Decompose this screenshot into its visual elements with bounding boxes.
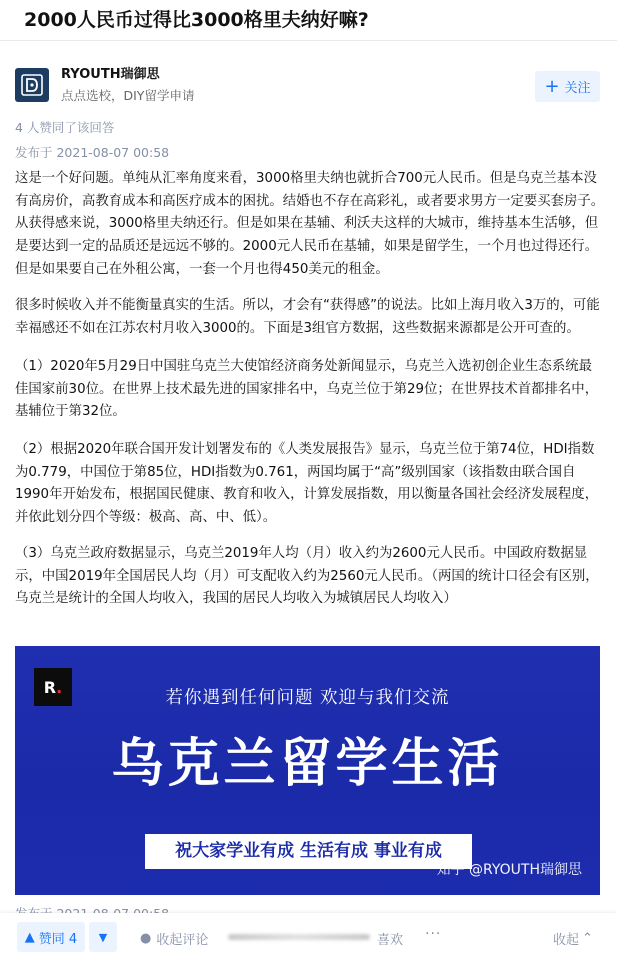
promo-banner-image[interactable] [15, 646, 600, 895]
author-name[interactable]: RYOUTH瑞御思 [61, 67, 160, 82]
downvote-button[interactable] [89, 922, 117, 952]
author-avatar[interactable] [15, 68, 49, 102]
publish-date[interactable]: 发布于 2021-08-07 00:58 [15, 145, 170, 160]
answer-paragraph: 很多时候收入并不能衡量真实的生活。所以，才会有“获得感”的说法。比如上海月收入3万的，可能幸福感还不如在江苏农村月收入3000的。下面是3组官方数据，这些数据来源都是公开可查的。 [15, 298, 600, 336]
comment-toggle[interactable] [140, 929, 208, 948]
more-icon[interactable]: ··· [425, 926, 442, 942]
red-dot-icon: . [56, 677, 63, 697]
upvote-button[interactable] [17, 922, 85, 952]
collapse-label: 收起 [553, 933, 580, 948]
comment-icon: ● [140, 931, 152, 946]
action-bar [0, 913, 617, 961]
collapse-toggle[interactable] [553, 929, 593, 948]
question-title[interactable]: 2000人民币过得比3000格里夫纳好嘛? [24, 9, 369, 31]
banner-headline: 乌克兰留学生活 [111, 734, 504, 794]
like-button[interactable]: 喜欢 [377, 933, 404, 948]
brand-logo-icon [20, 73, 44, 97]
answer-paragraph: （2）根据2020年联合国开发计划署发布的《人类发展报告》显示，乌克兰位于第74位，HDI指数为0.779，中国位于第85位，HDI指数为0.761，两国均属于“高”级别国家（该指数由联合国自1990年开始发布，根据国民健康、教育和收入，计算发展指数，用以衡量各国社会经济发展程度，并依此划分四个等级：极高、高、中、低）。 [15, 442, 599, 526]
answer-paragraph: 这是一个好问题。单纯从汇率角度来看，3000格里夫纳也就折合700元人民币。但是乌克兰基本没有高房价，高教育成本和高医疗成本的困扰。结婚也不存在高彩礼，或者要求男方一定要买套房子。从获得感来说，3000格里夫纳还行。但是如果在基辅、利沃夫这样的大城市，维持基本生活够，但是要达到一定的品质还是远远不够的。2000元人民币在基辅，如果是留学生，一个月也过得还行。但是如果要自己在外租公寓，一套一个月也得450美元的租金。 [15, 171, 605, 277]
follow-button[interactable] [535, 71, 600, 102]
author-bio: 点点选校，DIY留学申请 [61, 88, 195, 103]
banner-watermark: 知乎 @RYOUTH瑞御思 [436, 862, 582, 878]
plus-icon: + [544, 75, 560, 97]
follow-label: 关注 [564, 81, 591, 96]
answer-paragraph: （3）乌克兰政府数据显示，乌克兰2019年人均（月）收入约为2600元人民币。中国政府数据显示，中国2019年全国居民人均（月）可支配收入约为2560元人民币。（两国的统计口径会有区别，乌克兰是统计的全国人均收入，我国的居民人均收入为城镇居民人均收入） [15, 546, 599, 607]
chevron-up-icon: ⌃ [582, 931, 593, 946]
triangle-up-icon: ▲ [24, 929, 35, 945]
comment-label: 收起评论 [156, 933, 209, 948]
upvote-count[interactable]: 4 人赞同了该回答 [15, 120, 115, 135]
answer-paragraph: （1）2020年5月29日中国驻乌克兰大使馆经济商务处新闻显示，乌克兰入选初创企业生态系统最佳国家前30位。在世界上技术最先进的国家排名中，乌克兰位于第29位；在世界技术首都排名中，基辅位于第32位。 [15, 359, 599, 420]
banner-wish-line: 祝大家学业有成 生活有成 事业有成 [145, 834, 472, 869]
banner-logo-text: R [43, 677, 57, 697]
blurred-action [228, 934, 370, 940]
banner-top-line: 若你遇到任何问题 欢迎与我们交流 [165, 688, 450, 708]
triangle-down-icon: ▼ [98, 930, 108, 944]
title-divider [0, 40, 617, 41]
upvote-label: 赞同 4 [38, 931, 78, 947]
